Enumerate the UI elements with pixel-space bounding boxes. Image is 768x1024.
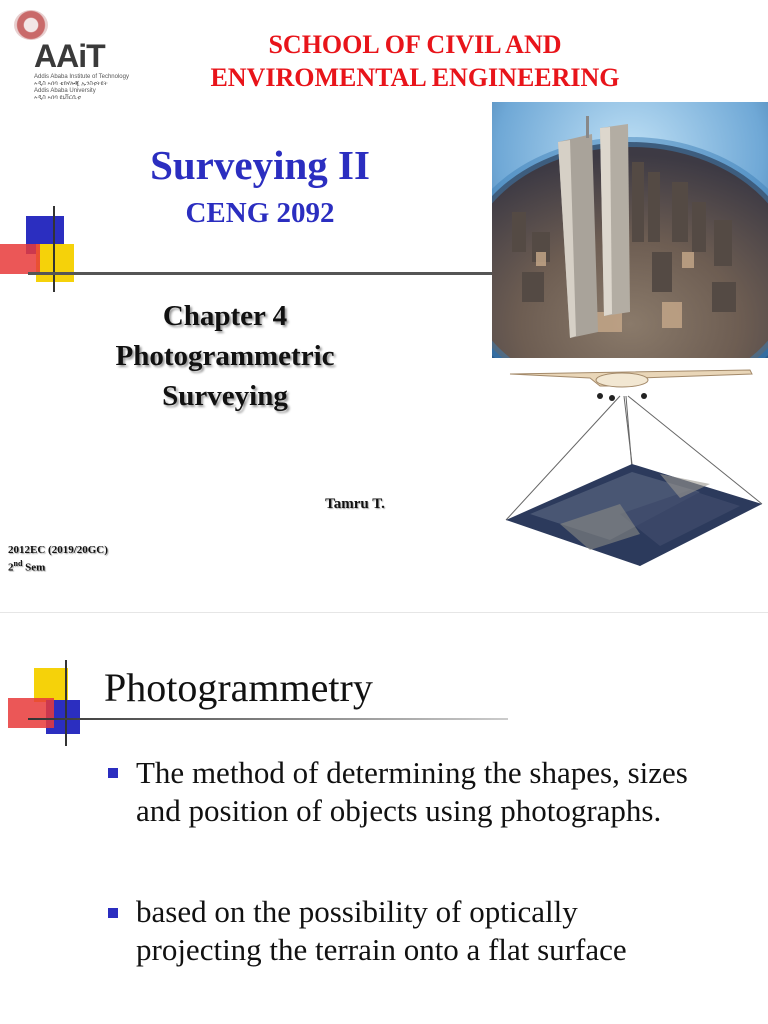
course-code: CENG 2092 bbox=[185, 197, 335, 229]
bullet-text-2: based on the possibility of optically projecting the terrain onto a flat surface bbox=[136, 894, 627, 967]
aerial-plane-projection-image bbox=[500, 364, 768, 572]
slide-separator bbox=[0, 612, 768, 613]
logo-wordmark: AAiT bbox=[34, 38, 105, 74]
heading-divider-line bbox=[28, 718, 508, 720]
title-divider-line bbox=[28, 272, 492, 275]
chapter-title: Chapter 4 Photogrammetric Surveying bbox=[115, 300, 335, 412]
course-title: Surveying II bbox=[150, 142, 370, 188]
logo-subtext: Addis Ababa Institute of Technology ኣዲስ ኣበባ ቴክኖሎጂ ኢንስቲትዩት Addis Ababa University ኣዲስ ኣበባ ዩኒቨርሲቲ bbox=[34, 74, 129, 101]
academic-year: 2012EC (2019/20GC) 2nd Sem bbox=[8, 544, 108, 574]
university-seal-icon bbox=[14, 10, 48, 40]
decorative-squares-2 bbox=[0, 660, 110, 750]
aerial-city-photo bbox=[492, 102, 768, 358]
school-name: SCHOOL OF CIVIL AND ENVIROMENTAL ENGINEERING bbox=[210, 30, 620, 92]
aait-logo bbox=[8, 4, 140, 101]
bullet-icon bbox=[108, 768, 118, 778]
bullet-text-1: The method of determining the shapes, sizes and position of objects using photographs. bbox=[136, 755, 688, 828]
slide-heading: Photogrammetry bbox=[104, 665, 373, 710]
author-name: Tamru T. bbox=[325, 496, 385, 512]
bullet-icon bbox=[108, 908, 118, 918]
